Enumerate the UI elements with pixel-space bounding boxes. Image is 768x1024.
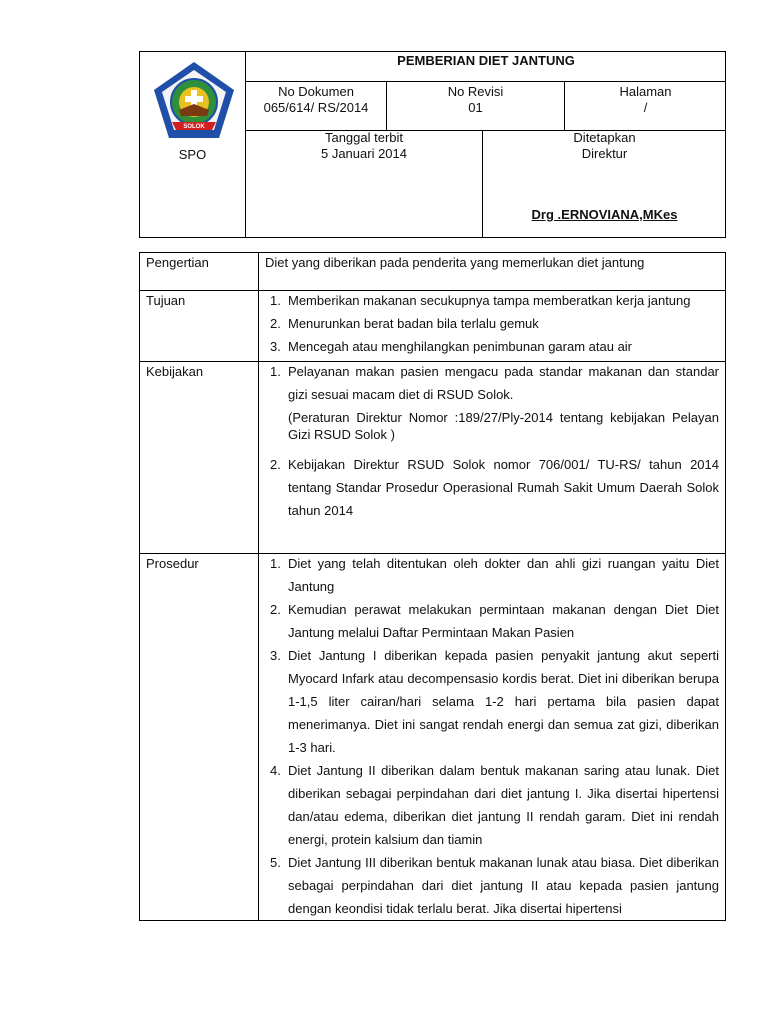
tujuan-list [265, 289, 719, 358]
tujuan-body [259, 291, 726, 362]
doc-no-value: 065/614/ RS/2014 [263, 100, 369, 115]
list-item [265, 759, 719, 851]
spo-label: SPO [178, 147, 207, 162]
issue-date-value: 5 Januari 2014 [320, 146, 407, 161]
item-text: Menurunkan berat badan bila terlalu gemuk [288, 316, 539, 331]
list-item [265, 360, 719, 443]
list-item [265, 453, 719, 522]
item-text: Diet yang telah ditentukan oleh dokter dan ahli gizi ruangan yaitu Diet Jantung [288, 556, 719, 594]
revision-value: 01 [468, 100, 483, 115]
kebijakan-label: Kebijakan [140, 362, 259, 554]
page-label: Halaman [619, 84, 672, 99]
kebijakan-list [265, 360, 719, 522]
row-kebijakan [140, 362, 726, 554]
item-text: Pelayanan makan pasien mengacu pada standar makanan dan standar gizi sesuai macam diet di RSUD Solok. [288, 364, 719, 402]
item-text: Memberikan makanan secukupnya tampa memberatkan kerja jantung [288, 293, 691, 308]
list-item [265, 552, 719, 598]
established-role: Direktur [581, 146, 628, 161]
item-number: 4. [270, 763, 281, 778]
row-prosedur [140, 554, 726, 921]
logo-cross-h [185, 96, 203, 102]
item-text: Kemudian perawat melakukan permintaan makanan dengan Diet Diet Jantung melalui Daftar Permintaan Makan Pasien [288, 602, 719, 640]
item-number: 2. [270, 316, 281, 331]
page-value: / [643, 100, 648, 115]
sop-header [139, 51, 726, 238]
tujuan-label: Tujuan [140, 291, 259, 362]
item-note: (Peraturan Direktur Nomor :189/27/Ply-2014 tentang kebijakan Pelayan Gizi RSUD Solok ) [288, 410, 719, 442]
item-text: Mencegah atau menghilangkan penimbunan garam atau air [288, 339, 633, 354]
item-text: Diet Jantung I diberikan kepada pasien penyakit jantung akut seperti Myocard Infark atau decompensasio kordis berat. Diet ini diberikan berupa 1-1,5 liter cairan/hari selama 1-2 hari pertama bila pasien dapat menerimanya. Diet ini sangat rendah energi dan semua zat gizi, diberikan 1-3 hari. [288, 648, 719, 755]
item-number: 1. [270, 556, 281, 571]
header-divider-title [245, 81, 726, 82]
list-item [265, 851, 719, 920]
revision-label: No Revisi [447, 84, 504, 99]
prosedur-label: Prosedur [140, 554, 259, 921]
pengertian-label: Pengertian [140, 253, 259, 291]
prosedur-list [265, 552, 719, 920]
item-text: Diet Jantung III diberikan bentuk makanan lunak atau biasa. Diet diberikan sebagai perpindahan dari diet jantung II atau kepada pasien jantung dengan keondisi tidak terlalu berat. Jika disertai hipertensi [288, 855, 719, 916]
list-item [265, 289, 719, 312]
established-label: Ditetapkan [573, 130, 636, 145]
item-number: 2. [270, 602, 281, 617]
row-tujuan [140, 291, 726, 362]
list-item [265, 335, 719, 358]
kebijakan-body [259, 362, 726, 554]
prosedur-body [259, 554, 726, 921]
issue-date-label: Tanggal terbit [324, 130, 404, 145]
sop-content-table [139, 252, 726, 921]
item-number: 5. [270, 855, 281, 870]
document-title: PEMBERIAN DIET JANTUNG [397, 53, 575, 68]
item-number: 3. [270, 648, 281, 663]
list-item [265, 598, 719, 644]
item-number: 2. [270, 457, 281, 472]
list-item [265, 312, 719, 335]
item-number: 1. [270, 293, 281, 308]
item-number: 1. [270, 364, 281, 379]
list-item [265, 644, 719, 759]
item-text: Diet Jantung II diberikan dalam bentuk makanan saring atau lunak. Diet diberikan sebagai perpindahan dari diet jantung I. Jika disertai hipertensi dan/atau edema, diberikan diet jantung II rendah garam. Diet ini rendah energi, protein kalsium dan tiamin [288, 763, 719, 847]
logo-ribbon-text: SOLOK [183, 124, 205, 130]
doc-no-label: No Dokumen [278, 84, 354, 99]
item-text: Kebijakan Direktur RSUD Solok nomor 706/001/ TU-RS/ tahun 2014 tentang Standar Prosedur Operasional Rumah Sakit Umum Daerah Solok tahun 2014 [288, 457, 719, 518]
row-pengertian [140, 253, 726, 291]
pengertian-text: Diet yang diberikan pada penderita yang memerlukan diet jantung [259, 253, 726, 291]
director-name: Drg .ERNOVIANA,MKes [531, 207, 678, 222]
item-number: 3. [270, 339, 281, 354]
